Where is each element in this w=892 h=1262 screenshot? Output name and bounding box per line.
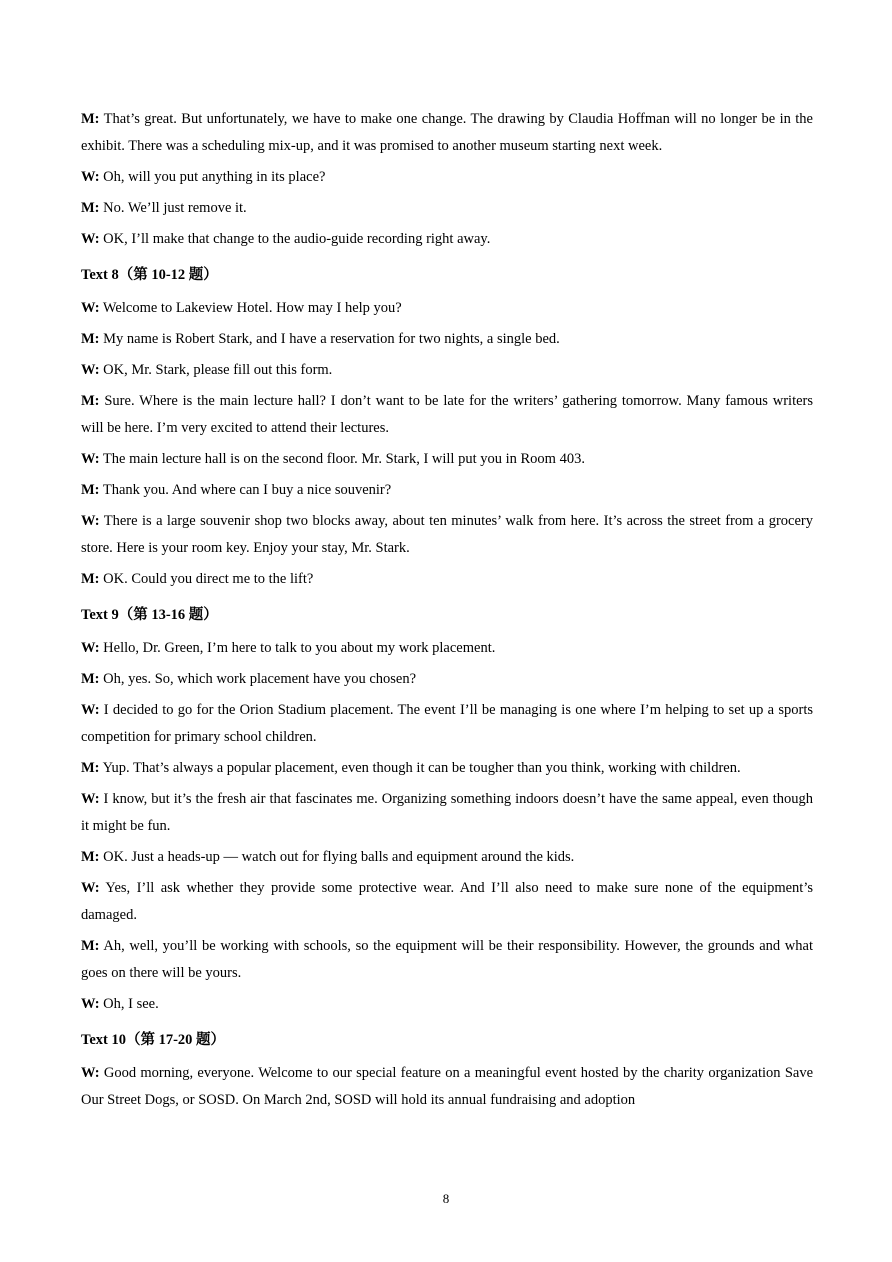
dialogue-line xyxy=(81,786,813,840)
dialogue-text: OK, Mr. Stark, please fill out this form. xyxy=(103,362,333,378)
speaker-label: W: xyxy=(81,513,100,529)
speaker-label: M: xyxy=(81,331,100,347)
dialogue-line xyxy=(81,991,813,1018)
dialogue-line xyxy=(81,295,813,322)
speaker-label: M: xyxy=(81,111,100,127)
speaker-label: W: xyxy=(81,451,100,467)
dialogue-text: Good morning, everyone. Welcome to our special feature on a meaningful event hosted by the charity organization Save Our Street Dogs, or SOSD. On March 2nd, SOSD will hold its annual fundraising and adoption xyxy=(81,1065,814,1108)
dialogue-text: Ah, well, you’ll be working with schools, so the equipment will be their responsibility. However, the grounds and what goes on there will be yours. xyxy=(81,938,813,981)
dialogue-text: No. We’ll just remove it. xyxy=(103,200,247,216)
speaker-label: W: xyxy=(81,880,100,896)
dialogue-line xyxy=(81,1060,813,1114)
dialogue-text: OK. Could you direct me to the lift? xyxy=(103,571,314,587)
section-heading: Text 10（第 17-20 题） xyxy=(81,1032,226,1048)
dialogue-text: Oh, will you put anything in its place? xyxy=(103,169,326,185)
speaker-label: M: xyxy=(81,571,100,587)
dialogue-line xyxy=(81,697,813,751)
dialogue-line xyxy=(81,635,813,662)
dialogue-line xyxy=(81,106,813,160)
dialogue-line xyxy=(81,195,813,222)
dialogue-text: I decided to go for the Orion Stadium placement. The event I’ll be managing is one where I’m helping to set up a sports competition for primary school children. xyxy=(81,702,814,745)
speaker-label: M: xyxy=(81,482,100,498)
section-heading: Text 8（第 10-12 题） xyxy=(81,267,218,283)
dialogue-line xyxy=(81,357,813,384)
speaker-label: W: xyxy=(81,300,100,316)
dialogue-text: Sure. Where is the main lecture hall? I don’t want to be late for the writers’ gathering tomorrow. Many famous writers will be here. I’m very excited to attend their lectures. xyxy=(81,393,814,436)
speaker-label: W: xyxy=(81,640,100,656)
dialogue-text: I know, but it’s the fresh air that fascinates me. Organizing something indoors doesn’t have the same appeal, even though it might be fun. xyxy=(81,791,813,834)
dialogue-line xyxy=(81,388,813,442)
dialogue-text: Thank you. And where can I buy a nice souvenir? xyxy=(102,482,392,498)
dialogue-text: There is a large souvenir shop two blocks away, about ten minutes’ walk from here. It’s across the street from a grocery store. Here is your room key. Enjoy your stay, Mr. Stark. xyxy=(81,513,813,556)
speaker-label: M: xyxy=(81,671,100,687)
dialogue-line xyxy=(81,844,813,871)
speaker-label: W: xyxy=(81,791,100,807)
speaker-label: W: xyxy=(81,169,100,185)
dialogue-line xyxy=(81,666,813,693)
dialogue-line xyxy=(81,446,813,473)
section-heading: Text 9（第 13-16 题） xyxy=(81,607,218,623)
dialogue-text: Hello, Dr. Green, I’m here to talk to you about my work placement. xyxy=(103,640,496,656)
dialogue-line xyxy=(81,566,813,593)
speaker-label: M: xyxy=(81,938,100,954)
dialogue-line xyxy=(81,755,813,782)
speaker-label: M: xyxy=(81,393,100,409)
dialogue-line xyxy=(81,508,813,562)
dialogue-text: The main lecture hall is on the second floor. Mr. Stark, I will put you in Room 403. xyxy=(102,451,585,467)
speaker-label: W: xyxy=(81,996,100,1012)
dialogue-line xyxy=(81,226,813,253)
dialogue-line xyxy=(81,875,813,929)
speaker-label: W: xyxy=(81,231,100,247)
dialogue-text: Yup. That’s always a popular placement, even though it can be tougher than you think, working with children. xyxy=(102,760,741,776)
page-number: 8 xyxy=(442,1191,450,1206)
dialogue-text: OK. Just a heads-up — watch out for flying balls and equipment around the kids. xyxy=(103,849,575,865)
speaker-label: W: xyxy=(81,702,100,718)
transcript-page xyxy=(81,106,813,1118)
dialogue-text: Yes, I’ll ask whether they provide some protective wear. And I’ll also need to make sure none of the equipment’s damaged. xyxy=(81,880,814,923)
dialogue-text: My name is Robert Stark, and I have a reservation for two nights, a single bed. xyxy=(103,331,560,347)
speaker-label: M: xyxy=(81,849,100,865)
dialogue-text: Welcome to Lakeview Hotel. How may I help you? xyxy=(102,300,402,316)
dialogue-text: Oh, yes. So, which work placement have you chosen? xyxy=(103,671,417,687)
dialogue-line xyxy=(81,164,813,191)
dialogue-line xyxy=(81,477,813,504)
speaker-label: M: xyxy=(81,760,100,776)
speaker-label: W: xyxy=(81,362,100,378)
dialogue-line xyxy=(81,933,813,987)
speaker-label: W: xyxy=(81,1065,100,1081)
dialogue-line xyxy=(81,326,813,353)
dialogue-text: OK, I’ll make that change to the audio-guide recording right away. xyxy=(103,231,491,247)
dialogue-text: That’s great. But unfortunately, we have to make one change. The drawing by Claudia Hoffman will no longer be in the exhibit. There was a scheduling mix-up, and it was promised to another museum starting next week. xyxy=(81,111,813,154)
speaker-label: M: xyxy=(81,200,100,216)
dialogue-text: Oh, I see. xyxy=(103,996,159,1012)
